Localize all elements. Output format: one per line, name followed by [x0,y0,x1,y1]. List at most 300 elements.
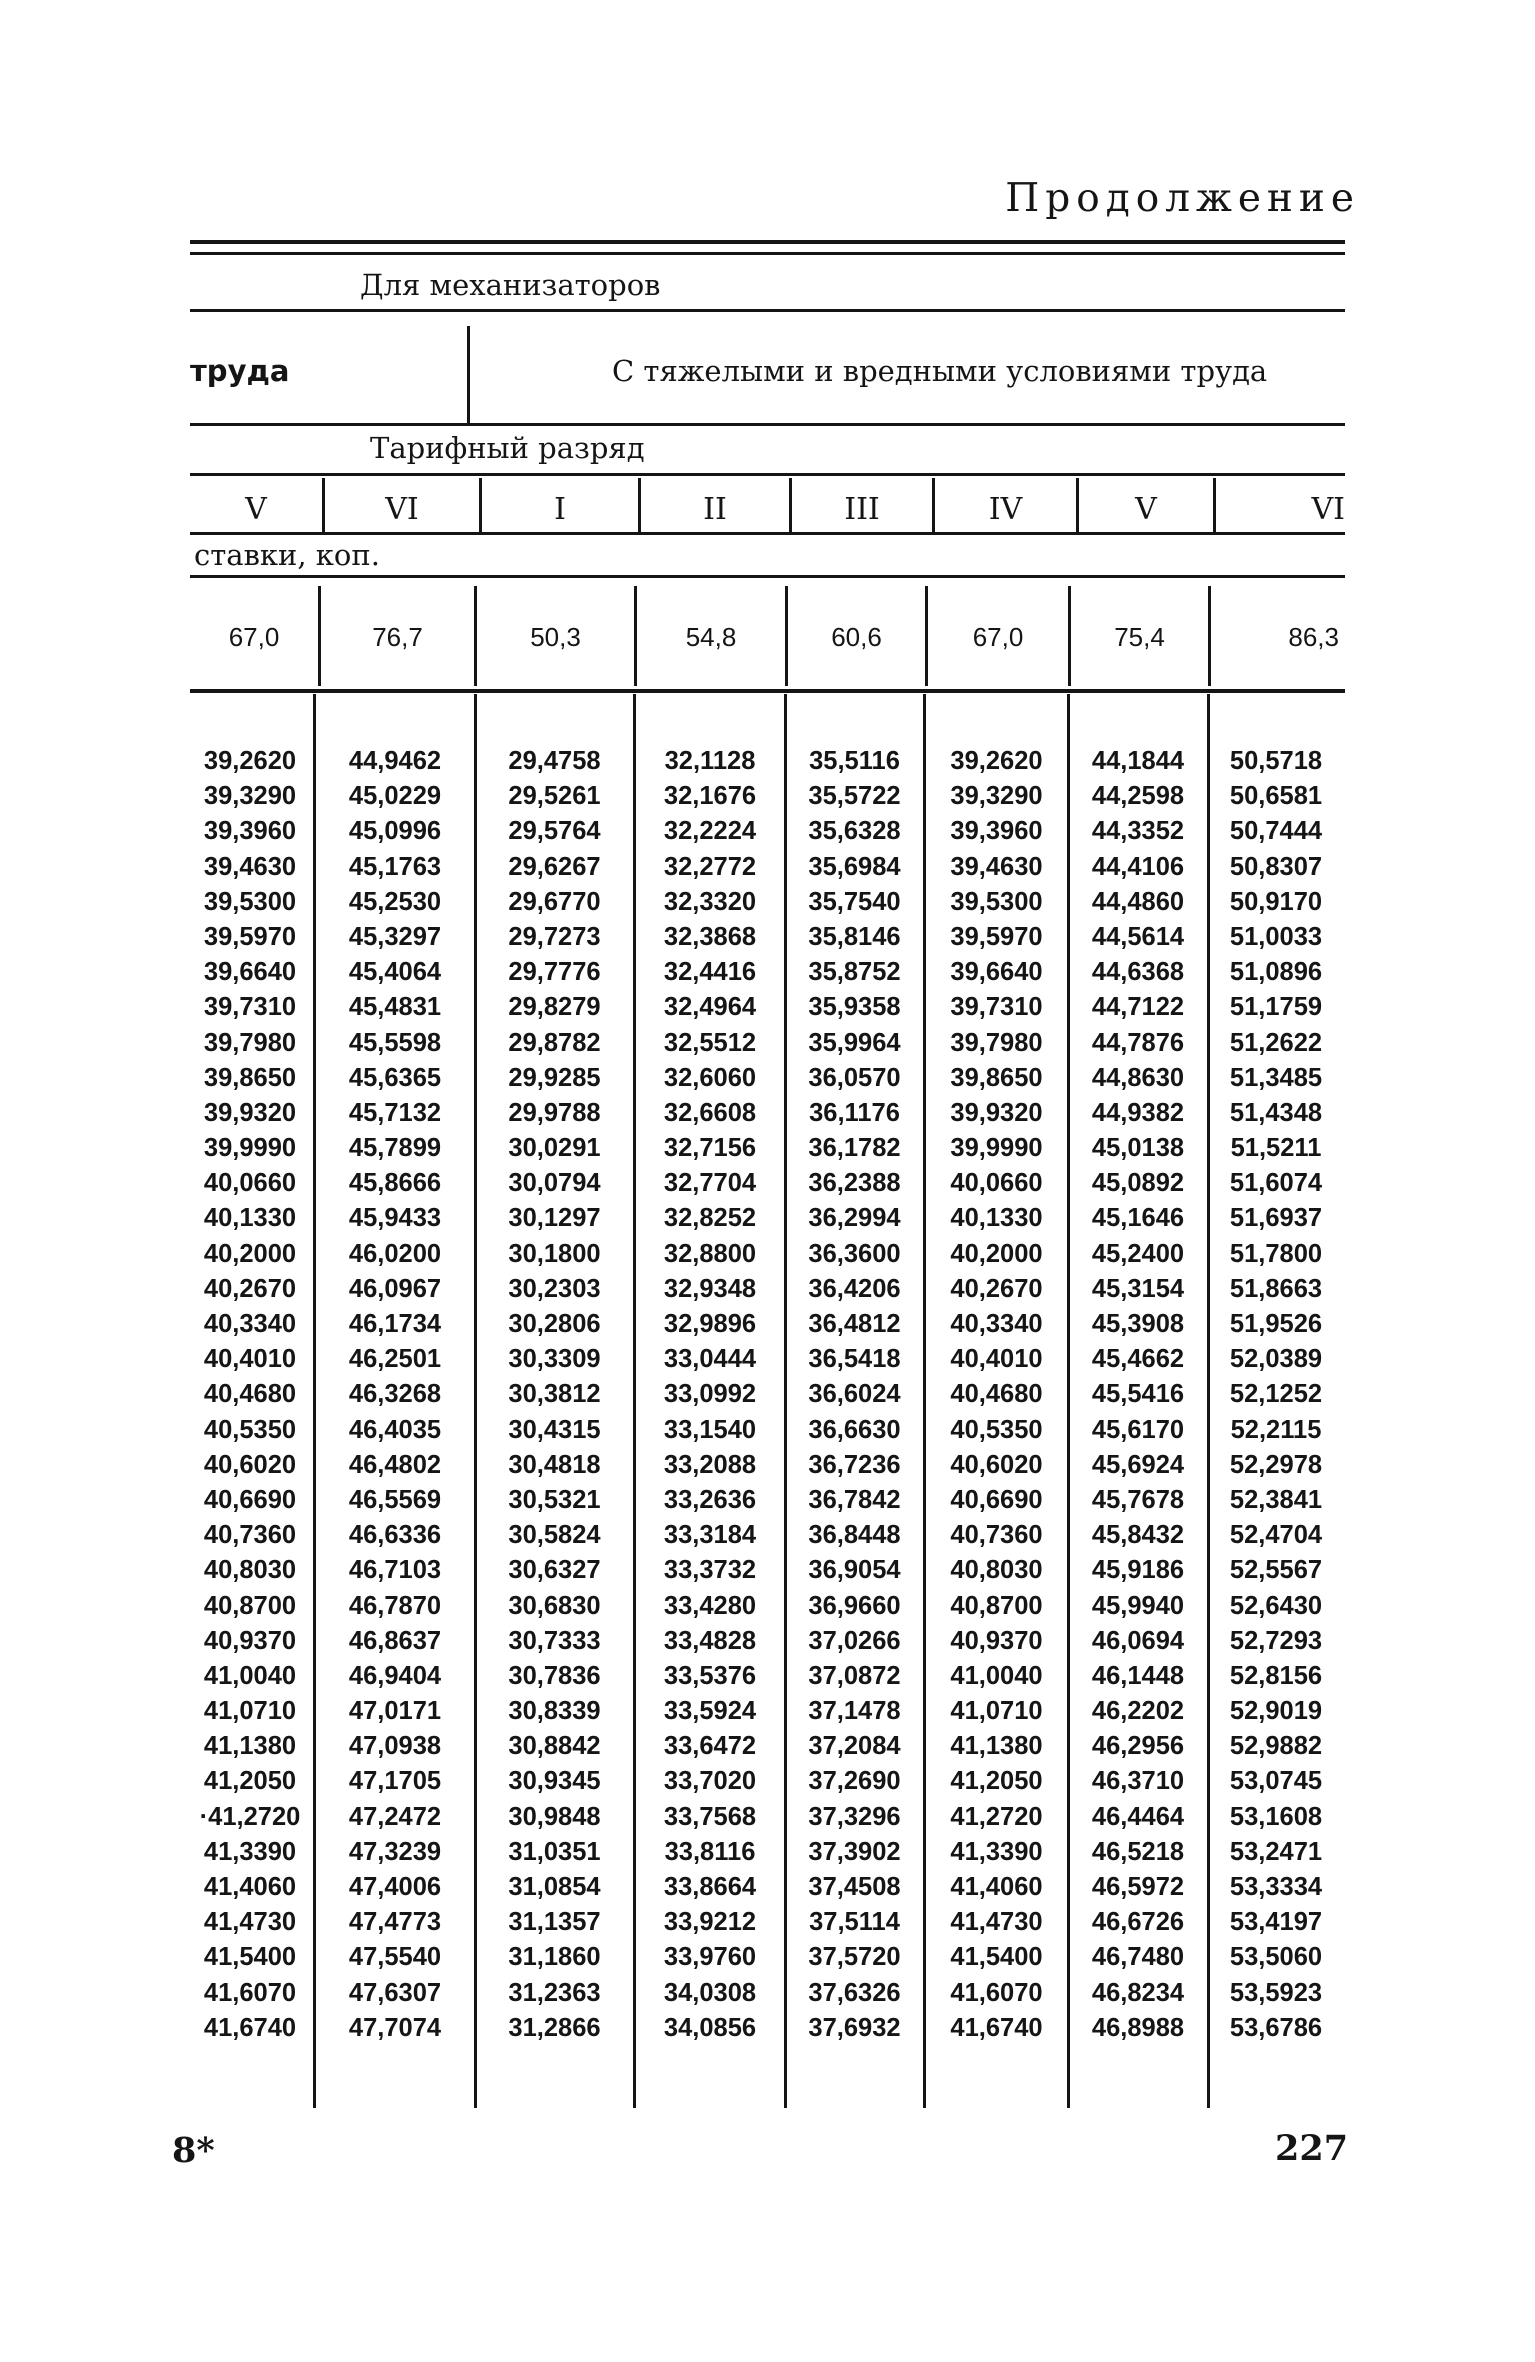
table-cell: 33,4828 [663,1626,757,1655]
table-cell: 45,3908 [1091,1310,1185,1338]
table-cell: 31,1860 [508,1943,601,1972]
table-cell: 40,6690 [203,1485,297,1514]
table-cell: 41,2720 [950,1802,1043,1831]
data-column-3 [477,744,632,2046]
table-cell: 30,1297 [508,1204,601,1233]
table-cell: 35,6328 [808,817,901,846]
table-cell: 33,8664 [663,1873,757,1901]
grade-label: IV [988,492,1023,527]
table-cell: 46,0200 [348,1239,442,1268]
table-cell: 33,8116 [664,1837,756,1866]
table-cell: 46,3710 [1091,1767,1185,1796]
table-cell: 40,4010 [203,1345,297,1374]
table-cell: 41,4060 [203,1873,297,1901]
table-cell: 52,2115 [1230,1415,1322,1444]
table-cell: 40,1330 [950,1204,1043,1233]
table-cell: 34,0308 [663,1978,757,2007]
table-cell: 52,2978 [1229,1450,1323,1479]
table-cell: 33,3184 [663,1521,757,1550]
table-cell: 36,9054 [808,1556,901,1585]
table-cell: 46,6336 [348,1521,442,1550]
table-cell: 47,4006 [348,1873,442,1901]
table-cell: 37,4508 [808,1873,901,1901]
table-cell: 30,0291 [508,1134,601,1163]
body-divider-1 [313,694,316,2108]
table-cell: 44,8630 [1091,1063,1185,1092]
table-cell: 39,9990 [203,1134,297,1163]
table-cell: 36,7236 [808,1450,901,1479]
table-cell: 36,8448 [808,1521,901,1550]
table-cell: 30,6830 [508,1591,601,1620]
data-column-6 [927,744,1066,2046]
table-cell: 51,1759 [1229,993,1323,1022]
table-cell: 29,9285 [508,1063,601,1092]
table-cell: 36,1782 [808,1134,901,1163]
table-cell: 44,3352 [1091,817,1185,846]
table-cell: 39,3290 [203,782,297,811]
table-cell: 45,4662 [1091,1345,1185,1374]
table-cell: 33,3732 [663,1556,757,1585]
table-cell: 40,1330 [203,1204,297,1233]
continuation-heading: Продолжение [1005,176,1360,221]
table-cell: 37,6326 [808,1978,901,2007]
table-cell: 36,3600 [808,1239,901,1268]
rule-under-mechanizers [190,309,1345,312]
rate-value: 50,3 [530,622,581,652]
table-cell: 44,2598 [1091,782,1185,811]
table-cell: 46,5218 [1091,1837,1185,1866]
table-cell: 50,9170 [1229,887,1323,916]
body-divider-3 [633,694,636,2108]
table-cell: 32,2772 [663,852,757,881]
table-cell: 47,3239 [348,1837,442,1866]
table-cell: 51,4348 [1229,1098,1323,1127]
table-cell: 44,9382 [1091,1098,1185,1127]
table-cell: 51,9526 [1229,1310,1323,1338]
table-cell: 39,5300 [950,887,1043,916]
table-cell: 32,1128 [664,747,756,775]
table-cell: 51,8663 [1229,1274,1323,1303]
table-cell: 46,0967 [348,1274,442,1303]
table-cell: 47,2472 [348,1802,442,1831]
table-cell: 40,3340 [950,1310,1043,1338]
table-cell: 30,3812 [508,1380,601,1409]
table-cell: 32,4416 [663,958,757,987]
table-cell: 41,2050 [950,1767,1043,1796]
table-cell: 41,5400 [950,1943,1043,1972]
table-cell: 31,2363 [508,1978,601,2007]
rule-under-rates [190,689,1345,693]
table-cell: 30,6327 [508,1556,601,1585]
table-cell: 44,7122 [1091,993,1185,1022]
table-cell: 46,5569 [348,1485,442,1514]
table-cell: 36,0570 [808,1063,901,1092]
table-cell: 33,2088 [663,1450,757,1479]
grade-label: VI [385,492,419,527]
table-cell: 46,4035 [348,1415,442,1444]
table-cell: 33,2636 [663,1485,757,1514]
table-cell: 37,2084 [808,1732,901,1761]
grade-label: II [703,492,727,527]
table-cell: 40,6020 [950,1450,1043,1479]
table-cell: 40,5350 [950,1415,1043,1444]
table-cell: 40,0660 [203,1169,297,1198]
table-cell: 40,2670 [203,1274,297,1303]
table-cell: 31,1357 [508,1908,601,1937]
table-cell: 36,4812 [808,1310,901,1338]
table-cell: 52,0389 [1229,1345,1323,1374]
table-cell: 29,5261 [508,782,601,811]
table-cell: 31,0854 [508,1873,601,1901]
table-cell: 40,7360 [950,1521,1043,1550]
table-cell: 37,0266 [808,1626,901,1655]
table-cell: 53,5060 [1229,1943,1323,1972]
table-cell: 45,7899 [348,1134,442,1163]
table-cell: 39,8650 [950,1063,1043,1092]
table-cell: 44,4106 [1091,852,1185,881]
rate-value: 75,4 [1114,622,1165,652]
table-cell: 29,9788 [508,1098,601,1127]
table-cell: 30,4315 [508,1415,601,1444]
table-cell: 45,1763 [348,852,442,881]
table-cell: 52,6430 [1229,1591,1323,1620]
table-cell: 39,5970 [203,922,297,951]
table-cell: 46,5972 [1091,1873,1185,1901]
table-cell: 45,6365 [348,1063,442,1092]
table-cell: 39,2620 [950,747,1043,775]
table-cell: 44,6368 [1091,958,1185,987]
table-cell: 45,6170 [1091,1415,1185,1444]
table-cell: 40,9370 [203,1626,297,1655]
table-cell: 45,9940 [1091,1591,1185,1620]
table-cell: 36,1176 [809,1098,900,1127]
table-cell: 29,7273 [508,922,601,951]
data-column-4 [637,744,783,2046]
tariff-grade-heading: Тарифный разряд [370,431,645,465]
table-cell: 53,3334 [1229,1873,1323,1901]
table-cell: 33,5924 [663,1697,757,1726]
table-cell: 41,1380 [950,1732,1043,1761]
table-cell: 41,3390 [203,1837,297,1866]
table-cell: 33,1540 [663,1415,757,1444]
table-cell: 51,5211 [1230,1134,1322,1163]
data-column-1 [188,744,312,2046]
table-cell: 37,1478 [808,1697,901,1726]
table-cell: 37,5114 [809,1908,900,1937]
table-cell: 46,2956 [1091,1732,1185,1761]
table-cell: 52,9019 [1229,1697,1323,1726]
table-cell: 47,6307 [348,1978,442,2007]
table-cell: 40,3340 [203,1310,297,1338]
table-cell: 39,3960 [203,817,297,846]
table-cell: 32,8252 [663,1204,757,1233]
table-cell: 30,3309 [508,1345,601,1374]
table-cell: 30,5824 [508,1521,601,1550]
table-cell: 46,7870 [348,1591,442,1620]
table-cell: 35,5116 [809,747,900,775]
table-cell: 40,6020 [203,1450,297,1479]
table-cell: 41,3390 [950,1837,1043,1866]
table-cell: 29,4758 [508,747,601,775]
mechanizers-heading: Для механизаторов [360,268,661,302]
table-cell: 40,8030 [950,1556,1043,1585]
table-cell: 52,7293 [1229,1626,1323,1655]
grade-label: V [1135,492,1157,527]
rate-value: 60,6 [831,622,882,652]
table-cell: 32,3868 [663,922,757,951]
table-cell: 41,0710 [203,1697,297,1726]
table-cell: 30,9345 [508,1767,601,1796]
table-cell: 30,7333 [508,1626,601,1655]
table-cell: 40,2000 [950,1239,1043,1268]
table-cell: 52,4704 [1229,1521,1323,1550]
table-cell: 35,6984 [808,852,901,881]
table-cell: 47,0171 [348,1697,442,1726]
table-cell: 45,4064 [348,958,442,987]
table-cell: 39,9320 [203,1098,297,1127]
table-cell: 40,2670 [950,1274,1043,1303]
table-cell: 36,6630 [808,1415,901,1444]
table-cell: 51,2622 [1229,1028,1323,1057]
table-cell: 30,2303 [508,1274,601,1303]
table-cell: 46,2501 [348,1345,442,1374]
table-cell: 39,9320 [950,1098,1043,1127]
table-cell: 30,1800 [508,1239,601,1268]
table-cell: 37,3296 [808,1802,901,1831]
table-cell: 39,7310 [203,993,297,1022]
table-cell: 41,4060 [950,1873,1043,1901]
table-cell: 30,4818 [508,1450,601,1479]
table-cell: 45,4831 [348,993,442,1022]
table-cell: 31,0351 [508,1837,601,1866]
table-cell: 40,7360 [203,1521,297,1550]
table-cell: 52,1252 [1229,1380,1323,1409]
table-cell: 40,8700 [950,1591,1043,1620]
table-cell: 32,2224 [663,817,757,846]
table-cell: 29,5764 [508,817,601,846]
table-cell: 52,8156 [1229,1661,1323,1690]
table-cell: 39,5300 [203,887,297,916]
table-cell: 36,6024 [808,1380,901,1409]
table-cell: 39,3960 [950,817,1043,846]
table-cell: 45,0138 [1091,1134,1185,1163]
rate-value: 54,8 [685,622,737,652]
table-cell: 45,6924 [1091,1450,1185,1479]
table-cell: 46,1734 [348,1310,442,1338]
table-cell: 44,5614 [1091,922,1185,951]
table-cell: 53,2471 [1229,1837,1323,1866]
table-cell: 29,8782 [508,1028,601,1057]
table-cell: 37,3902 [808,1837,901,1866]
grade-label: V [245,492,267,527]
table-cell: 51,0033 [1229,922,1323,951]
table-cell: 35,7540 [808,887,901,916]
table-cell: 45,2400 [1091,1239,1185,1268]
table-cell: 46,7103 [348,1556,442,1585]
table-cell: 35,9358 [808,993,901,1022]
table-cell: 41,4730 [950,1908,1043,1937]
data-column-5 [787,744,922,2046]
table-cell: 30,2806 [508,1310,601,1338]
table-cell: 30,5321 [508,1485,601,1514]
table-cell: 46,6726 [1091,1908,1185,1937]
table-cell: 45,2530 [348,887,442,916]
table-cell: 39,7980 [203,1028,297,1057]
table-cell: 44,9462 [348,747,442,775]
table-cell: 39,7310 [950,993,1043,1022]
table-cell: 29,6267 [508,852,601,881]
hard-conditions-heading: С тяжелыми и вредными условиями труда [612,354,1268,388]
table-cell: 45,5416 [1091,1380,1185,1409]
grade-label: I [554,492,566,527]
table-cell: 45,1646 [1091,1204,1185,1233]
table-cell: 47,5540 [348,1943,442,1972]
table-cell: 30,0794 [508,1169,601,1198]
table-cell: 41,4730 [203,1908,297,1937]
table-cell: 35,8752 [808,958,901,987]
body-divider-5 [923,694,926,2108]
table-cell: 39,4630 [950,852,1043,881]
rule-under-grades [190,532,1345,535]
table-cell: 46,4464 [1091,1802,1185,1831]
table-cell: 44,7876 [1091,1028,1185,1057]
table-cell: 35,8146 [808,922,901,951]
table-cell: 32,1676 [663,782,757,811]
table-cell: 40,4680 [950,1380,1043,1409]
table-cell: 35,9964 [808,1028,901,1057]
table-cell: 40,6690 [950,1485,1043,1514]
table-cell: 46,7480 [1091,1943,1185,1972]
table-cell: 53,6786 [1229,2013,1323,2042]
table-cell: 30,8339 [508,1697,601,1726]
table-cell: 41,6070 [203,1978,297,2007]
table-cell: 32,9348 [663,1274,757,1303]
table-cell: 32,9896 [663,1310,757,1338]
table-cell: 32,4964 [663,993,757,1022]
table-cell: 40,0660 [950,1169,1043,1198]
table-cell: 32,7704 [663,1169,757,1198]
table-cell: 40,8700 [203,1591,297,1620]
data-column-2 [317,744,473,2046]
table-cell: 45,0229 [348,782,442,811]
table-cell: 39,5970 [950,922,1043,951]
table-cell: 33,0444 [663,1345,757,1374]
table-cell: 37,0872 [808,1661,901,1690]
table-cell: 33,9212 [663,1908,757,1937]
table-cell: 41,6070 [950,1978,1043,2007]
table-cell: 40,5350 [203,1415,297,1444]
table-cell: 45,8432 [1091,1521,1185,1550]
table-cell: 44,4860 [1091,887,1185,916]
table-cell: 37,6932 [808,2013,901,2042]
table-cell: 53,5923 [1229,1978,1323,2007]
table-cell: 36,2388 [808,1169,901,1198]
data-column-7 [1070,744,1206,2046]
table-cell: 51,0896 [1229,958,1323,987]
table-cell: 45,7678 [1091,1485,1185,1514]
table-cell: 40,2000 [203,1239,297,1268]
top-double-rule-1 [190,240,1345,244]
table-cell: 50,6581 [1229,782,1323,811]
table-cell: 51,6937 [1229,1204,1323,1233]
table-cell: 39,8650 [203,1063,297,1092]
table-cell: 30,9848 [508,1802,601,1831]
table-cell: 39,9990 [950,1134,1043,1163]
table-cell: 41,5400 [203,1943,297,1972]
labor-label: труда [190,354,290,388]
rate-value: 86,3 [1288,622,1339,652]
table-cell: 45,3297 [348,922,442,951]
rule-under-conditions [190,423,1345,426]
table-cell: 30,8842 [508,1732,601,1761]
table-cell: 52,9882 [1229,1732,1323,1761]
table-cell: 39,4630 [203,852,297,881]
table-cell: 33,7568 [663,1802,757,1831]
rate-value: 67,0 [972,622,1024,652]
table-cell: 31,2866 [508,2013,601,2042]
table-cell: 30,7836 [508,1661,601,1690]
table-cell: 41,6740 [950,2013,1043,2042]
rate-value: 76,7 [372,622,423,652]
table-cell: 46,3268 [348,1380,442,1409]
data-column-8 [1210,744,1342,2046]
table-cell: 50,7444 [1229,817,1323,846]
table-cell: 45,0892 [1091,1169,1185,1198]
table-cell: 47,1705 [348,1767,442,1796]
table-cell: 40,4680 [203,1380,297,1409]
table-cell: 45,9433 [348,1204,442,1233]
table-cell: 41,0710 [950,1697,1043,1726]
table-cell: 33,4280 [663,1591,757,1620]
page-number: 227 [1275,2128,1349,2169]
table-cell: 32,6608 [663,1098,757,1127]
table-cell: 29,7776 [508,958,601,987]
table-cell: 33,9760 [663,1943,757,1972]
table-cell: 29,6770 [508,887,601,916]
table-cell: 45,8666 [348,1169,442,1198]
signature-mark: 8* [172,2130,215,2171]
top-double-rule-2 [190,252,1345,255]
table-cell: 33,0992 [663,1380,757,1409]
table-cell: 53,1608 [1229,1802,1323,1831]
table-cell: 46,8637 [348,1626,442,1655]
grade-label: VI [1311,492,1345,527]
table-cell: 41,1380 [203,1732,297,1761]
table-cell: 41,0040 [203,1661,297,1690]
table-cell: 46,2202 [1091,1697,1185,1726]
table-cell: 37,2690 [808,1767,901,1796]
table-cell: 47,0938 [348,1732,442,1761]
table-cell: 39,6640 [203,958,297,987]
table-cell: 33,6472 [663,1732,757,1761]
table-cell: 46,1448 [1091,1661,1185,1690]
table-cell: 51,6074 [1229,1169,1323,1198]
table-cell: 45,0996 [348,817,442,846]
table-cell: 41,2050 [203,1767,297,1796]
table-cell: 40,8030 [203,1556,297,1585]
table-cell: 36,4206 [808,1274,901,1303]
table-cell: 39,3290 [950,782,1043,811]
table-cell: 33,7020 [663,1767,757,1796]
table-cell: 36,9660 [808,1591,901,1620]
rates-unit-label: ставки, коп. [194,538,380,572]
table-cell: 39,7980 [950,1028,1043,1057]
table-cell: 40,4010 [950,1345,1043,1374]
table-cell: 40,9370 [950,1626,1043,1655]
labor-divider [467,326,470,424]
table-cell: ·41,2720 [199,1802,301,1831]
table-cell: 46,8234 [1091,1978,1185,2007]
